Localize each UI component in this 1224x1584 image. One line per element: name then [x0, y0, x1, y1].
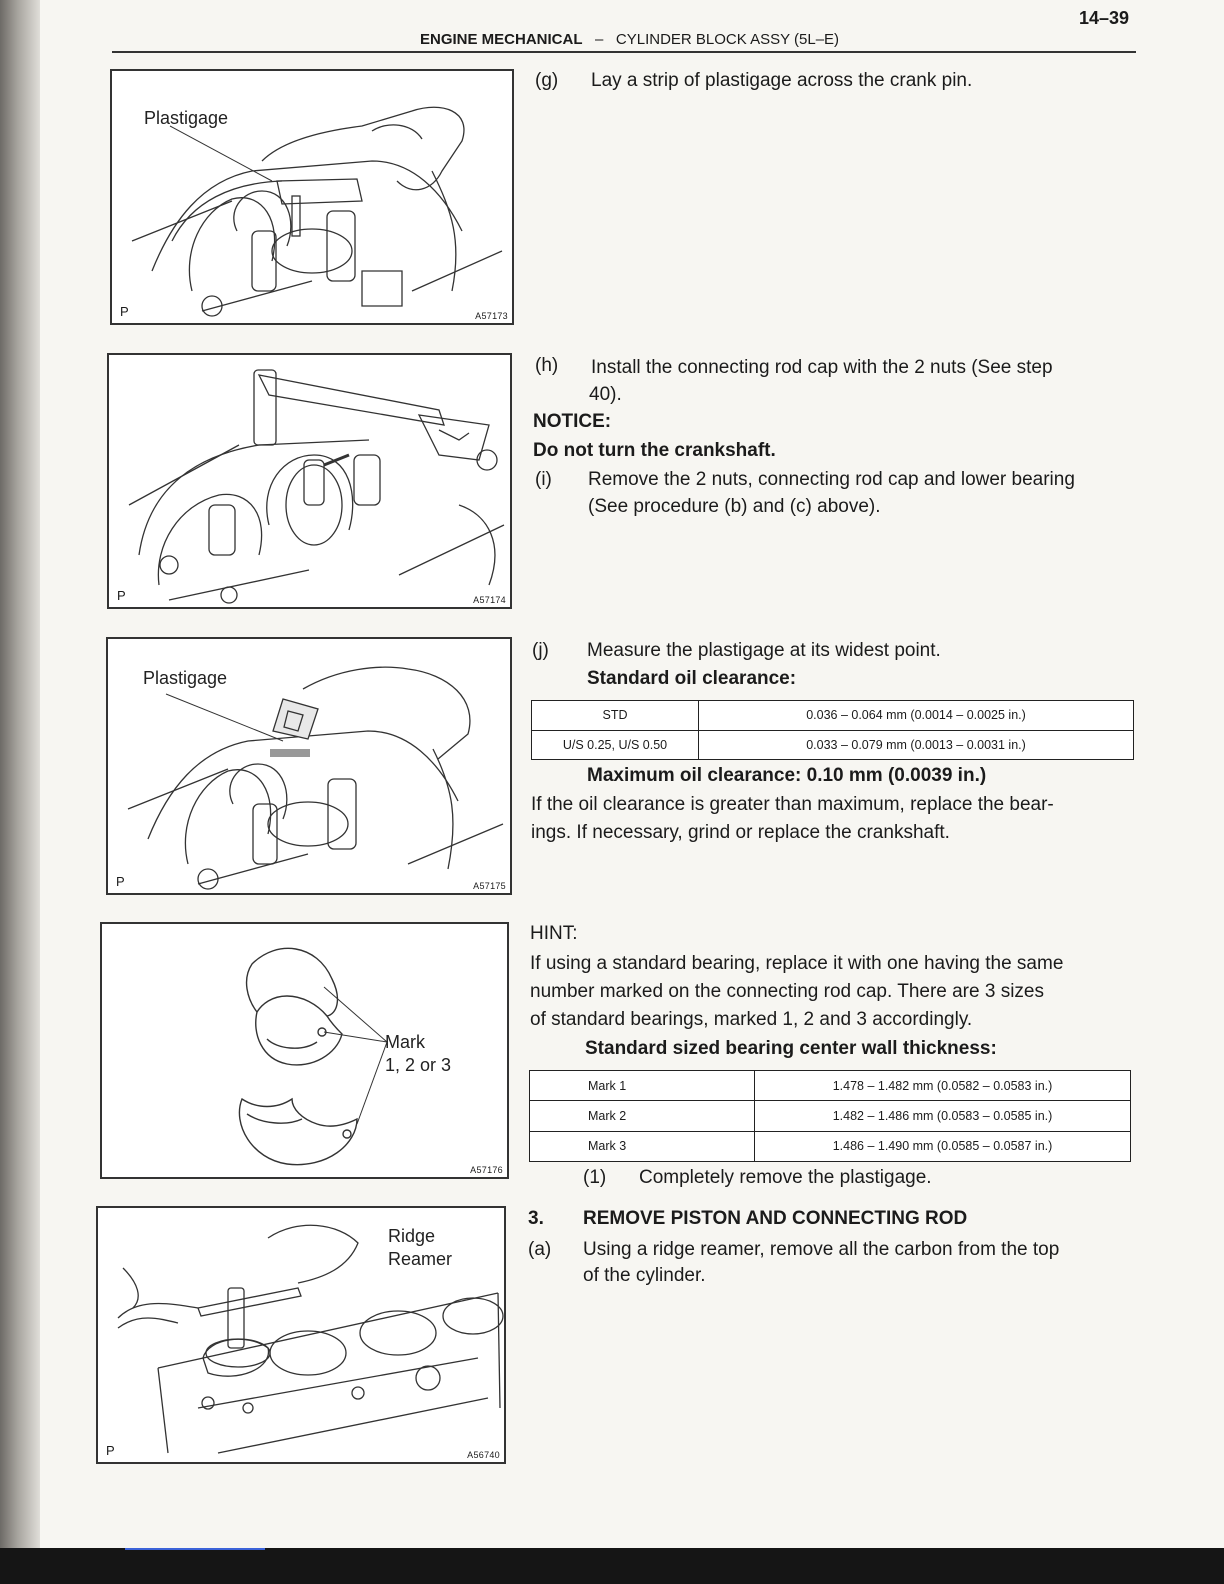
hint-text: number marked on the connecting rod cap. There are 3 sizes — [530, 981, 1044, 1002]
figure-label-mark — [385, 1031, 451, 1076]
table-cell: Mark 1 — [530, 1071, 755, 1101]
hint-text: If using a standard bearing, replace it with one having the same — [530, 953, 1064, 974]
table-cell: 1.478 – 1.482 mm (0.0582 – 0.0583 in.) — [755, 1071, 1131, 1101]
step-tag: (a) — [528, 1239, 552, 1260]
figure-code: A57173 — [475, 311, 508, 321]
figure-install-cap — [107, 353, 512, 609]
scan-artifact-line — [125, 1548, 265, 1550]
step-tag: (j) — [532, 640, 549, 661]
step-text: of the cylinder. — [583, 1265, 706, 1286]
oil-clearance-table — [531, 700, 1134, 760]
step-text: Completely remove the plastigage. — [639, 1167, 932, 1188]
page-header — [420, 31, 839, 48]
hint-text: of standard bearings, marked 1, 2 and 3 accordingly. — [530, 1009, 973, 1030]
table-cell: STD — [532, 701, 699, 731]
table-cell: 1.482 – 1.486 mm (0.0583 – 0.0585 in.) — [755, 1101, 1131, 1131]
table-row — [532, 730, 1134, 760]
table-cell: U/S 0.25, U/S 0.50 — [532, 730, 699, 760]
page-number: 14–39 — [1079, 8, 1130, 28]
step-text: Remove the 2 nuts, connecting rod cap and lower bearing — [588, 469, 1075, 490]
step-text: Lay a strip of plastigage across the crank pin. — [591, 70, 973, 91]
figure-label-plastigage: Plastigage — [144, 108, 229, 128]
figure-measure-plastigage — [106, 637, 512, 895]
table-cell: Mark 2 — [530, 1101, 755, 1131]
figure-label-line: Reamer — [388, 1248, 453, 1269]
header-separator: – — [595, 31, 604, 48]
figure-p-mark: P — [120, 304, 129, 319]
table-row — [530, 1071, 1131, 1101]
step-tag: (1) — [583, 1167, 607, 1188]
figure-label-line: Mark — [385, 1032, 425, 1052]
step-text: Using a ridge reamer, remove all the carbon from the top — [583, 1239, 1060, 1260]
spec-title: Standard oil clearance: — [587, 668, 797, 689]
step-tag: (g) — [535, 70, 559, 91]
figure-code: A57176 — [470, 1165, 503, 1175]
step-text: (See procedure (b) and (c) above). — [588, 496, 881, 517]
header-subsection: CYLINDER BLOCK ASSY (5L–E) — [615, 31, 840, 48]
book-spine-shadow — [0, 0, 40, 1584]
figure-label-plastigage: Plastigage — [143, 668, 228, 688]
figure-plastigage-strip — [110, 69, 514, 325]
table-cell: 0.033 – 0.079 mm (0.0013 – 0.0031 in.) — [699, 730, 1134, 760]
figure-p-mark: P — [116, 874, 125, 889]
notice-title: NOTICE: — [533, 411, 612, 432]
section-title: REMOVE PISTON AND CONNECTING ROD — [583, 1208, 968, 1229]
figure-code: A57174 — [473, 595, 506, 605]
table-cell: Mark 3 — [530, 1131, 755, 1161]
header-section: ENGINE MECHANICAL — [420, 31, 583, 48]
figure-code: A56740 — [467, 1450, 500, 1460]
figure-label-line: Ridge — [388, 1226, 436, 1246]
scan-bottom-edge — [0, 1548, 1224, 1584]
section-number: 3. — [528, 1208, 544, 1229]
figure-label-ridge-reamer — [388, 1225, 452, 1270]
notice-text: Do not turn the crankshaft. — [533, 440, 776, 461]
figure-ridge-reamer — [96, 1206, 506, 1464]
table-row — [532, 701, 1134, 731]
step-text: Install the connecting rod cap with the 2 nuts (See step — [591, 357, 1053, 378]
step-tag: (h) — [535, 355, 559, 376]
header-rule — [112, 51, 1136, 53]
table-cell: 1.486 – 1.490 mm (0.0585 – 0.0587 in.) — [755, 1131, 1131, 1161]
hint-title: HINT: — [530, 923, 578, 944]
maximum-clearance: Maximum oil clearance: 0.10 mm (0.0039 in.) — [587, 765, 987, 786]
step-text: Measure the plastigage at its widest point. — [587, 640, 941, 661]
figure-code: A57175 — [473, 881, 506, 891]
spec-title: Standard sized bearing center wall thickness: — [585, 1038, 997, 1059]
figure-p-mark: P — [106, 1443, 115, 1458]
body-text: If the oil clearance is greater than maximum, replace the bear- — [531, 794, 1054, 815]
step-text: 40). — [589, 384, 622, 405]
step-tag: (i) — [535, 469, 552, 490]
figure-label-line: 1, 2 or 3 — [385, 1054, 452, 1075]
table-cell: 0.036 – 0.064 mm (0.0014 – 0.0025 in.) — [699, 701, 1134, 731]
figure-p-mark: P — [117, 588, 126, 603]
table-row — [530, 1101, 1131, 1131]
figure-bearing-mark — [100, 922, 509, 1179]
body-text: ings. If necessary, grind or replace the crankshaft. — [531, 822, 950, 843]
thickness-table — [529, 1070, 1131, 1162]
table-row — [530, 1131, 1131, 1161]
